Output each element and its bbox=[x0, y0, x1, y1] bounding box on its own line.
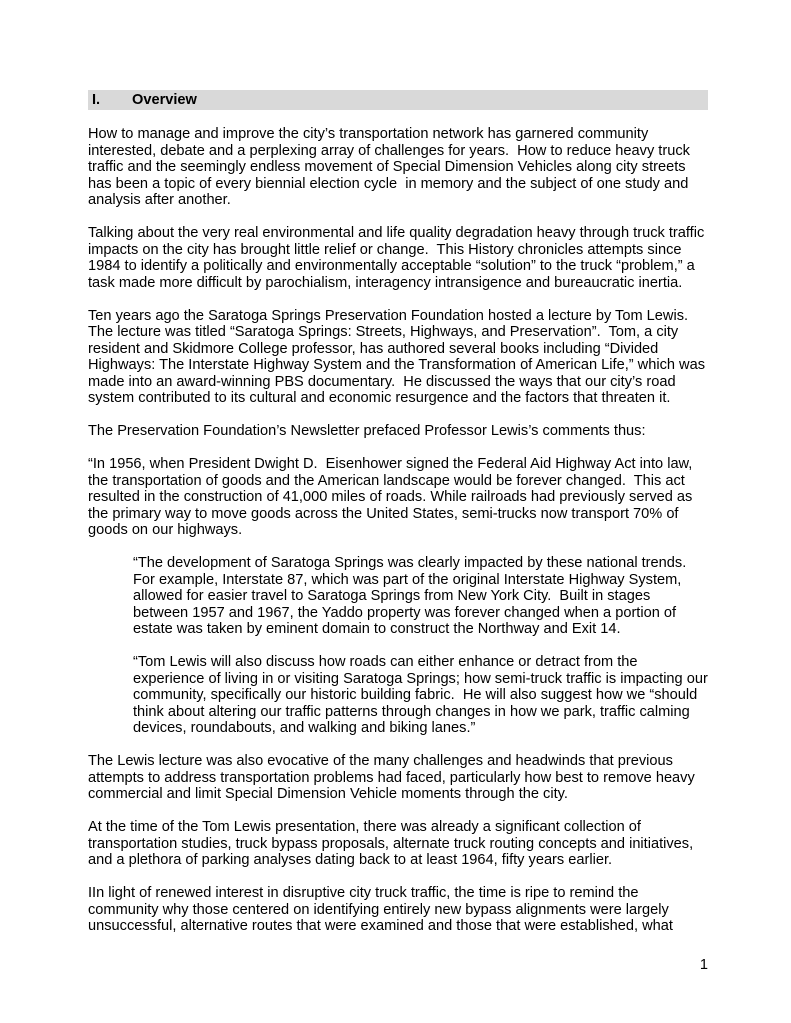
section-title: Overview bbox=[132, 92, 197, 108]
quoted-paragraph: “The development of Saratoga Springs was clearly impacted by these national trends. For example, Interstate 87, which was part of the original Interstate Highway System, allowed for easier travel to Saratoga Springs from New York City. Built in stages between 1957 and 1967, the Yaddo property was forever changed when a portion of estate was taken by eminent domain to construct the Northway and Exit 14. bbox=[133, 555, 691, 637]
paragraph: “In 1956, when President Dwight D. Eisenhower signed the Federal Aid Highway Act into law, the transportation of goods and the American landscape would be forever changed. This act resulted in the construction of 41,000 miles of roads. While railroads had previously served as the primary way to move goods across the United States, semi-trucks now transport 70% of goods on our highways. bbox=[88, 456, 697, 538]
paragraph: Talking about the very real environmental and life quality degradation heavy through truck traffic impacts on the city has brought little relief or change. This History chronicles attempts since 1984 to identify a politically and environmentally acceptable “solution” to the truck “problem,” a task made more difficult by parochialism, interagency intransigence and bureaucratic inertia. bbox=[88, 225, 709, 291]
page-number: 1 bbox=[699, 957, 708, 973]
section-numeral: I. bbox=[92, 92, 101, 108]
paragraph: The Preservation Foundation’s Newsletter prefaced Professor Lewis’s comments thus: bbox=[88, 423, 646, 439]
paragraph: Ten years ago the Saratoga Springs Preservation Foundation hosted a lecture by Tom Lewis. The lecture was titled “Saratoga Springs: Streets, Highways, and Preservation”. Tom, a city resident and Skidmore College professor, has authored several books including “Divided Highways: The Interstate Highway System and the Transformation of American Life,” which was made into an award-winning PBS documentary. He discussed the ways that our city’s road system contributed to its cultural and economic resurgence and the factors that threaten it. bbox=[88, 307, 710, 406]
section-header bbox=[88, 90, 708, 110]
paragraph: The Lewis lecture was also evocative of the many challenges and headwinds that previous attempts to address transportation problems had faced, particularly how best to remove heavy commercial and limit Special Dimension Vehicle moments through the city. bbox=[88, 753, 699, 802]
paragraph: IIn light of renewed interest in disruptive city truck traffic, the time is ripe to remind the community why those centered on identifying entirely new bypass alignments were largely unsuccessful, alternative routes that were examined and those that were established, what bbox=[88, 885, 673, 934]
quoted-paragraph: “Tom Lewis will also discuss how roads can either enhance or detract from the experience of living in or visiting Saratoga Springs; how semi-truck traffic is impacting our community, specifically our historic building fabric. He will also suggest how we “should think about altering our traffic patterns through changes in how we park, traffic calming devices, roundabouts, and walking and biking lanes.” bbox=[133, 654, 712, 736]
paragraph: How to manage and improve the city’s transportation network has garnered community interested, debate and a perplexing array of challenges for years. How to reduce heavy truck traffic and the seemingly endless movement of Special Dimension Vehicles along city streets has been a topic of every biennial election cycle in memory and the subject of one study and analysis after another. bbox=[88, 126, 694, 208]
document-body bbox=[88, 90, 712, 951]
paragraph: At the time of the Tom Lewis presentation, there was already a significant collection of transportation studies, truck bypass proposals, alternate truck routing concepts and initiatives, and a plethora of parking analyses dating back to at least 1964, fifty years earlier. bbox=[88, 819, 698, 868]
